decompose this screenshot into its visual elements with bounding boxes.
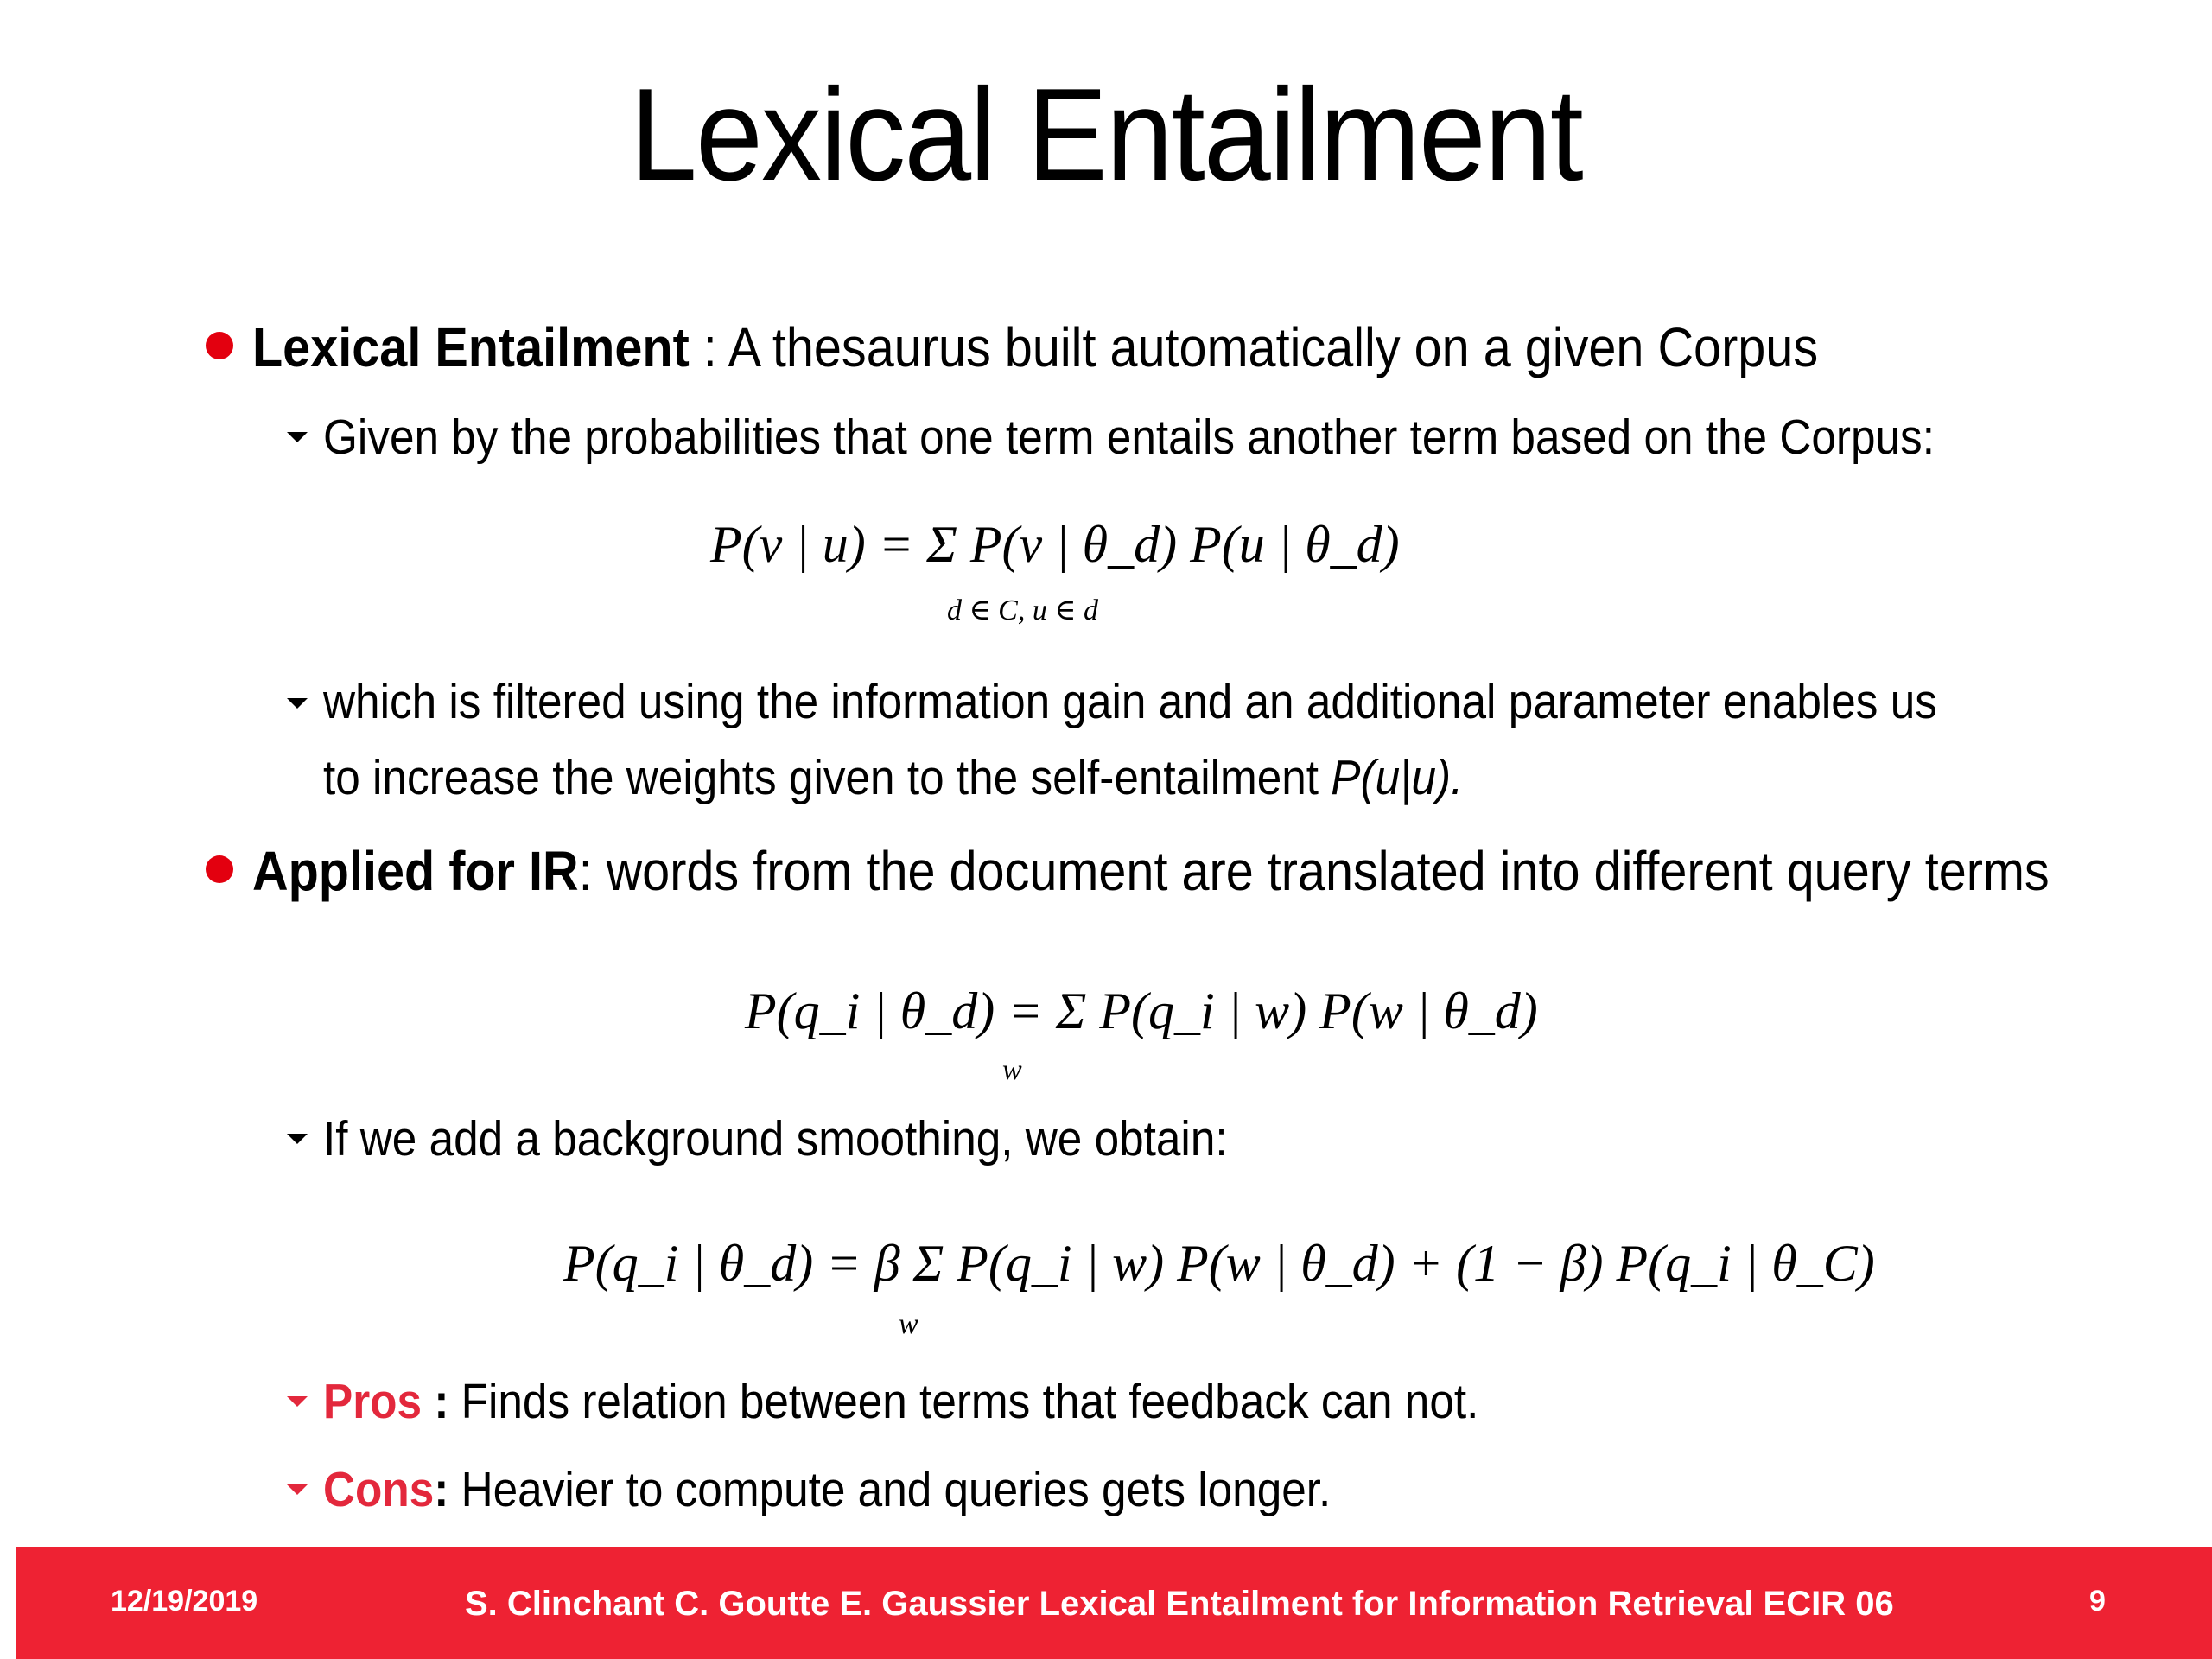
- formula-sum-index: d ∈ C, u ∈ d: [947, 594, 1099, 626]
- cons-text: Heavier to compute and queries gets longer.: [461, 1462, 1332, 1517]
- footer-bar: [16, 1547, 2212, 1659]
- bullet-term: Lexical Entailment: [252, 316, 690, 378]
- footer-date: 12/19/2019: [111, 1585, 258, 1618]
- arrow-down-icon: [287, 698, 308, 709]
- formula-entailment-probability: P(v | u) = Σ P(v | θ_d) P(u | θ_d): [710, 516, 1400, 573]
- bullet-dot-icon: [206, 332, 233, 359]
- formula-translation-model: P(q_i | θ_d) = Σ P(q_i | w) P(w | θ_d): [745, 982, 1538, 1039]
- pros-label: Pros: [323, 1374, 423, 1429]
- pros-text: Finds relation between terms that feedback can not.: [461, 1374, 1479, 1429]
- sub-bullet-smoothing: If we add a background smoothing, we obtain:: [323, 1111, 1228, 1166]
- arrow-down-icon: [287, 432, 308, 442]
- bullet-lexical-entailment: [252, 316, 1992, 378]
- self-entailment-term: P(u|u).: [1331, 750, 1464, 805]
- formula-sum-index: w: [1002, 1054, 1022, 1086]
- cons-label: Cons: [323, 1462, 435, 1517]
- arrow-down-icon: [287, 1484, 308, 1495]
- page-number: 9: [2089, 1585, 2106, 1618]
- bullet-term: Applied for IR: [252, 840, 579, 902]
- pros-line: Pros : Finds relation between terms that feedback can not.: [323, 1374, 1479, 1429]
- arrow-down-icon: [287, 1396, 308, 1407]
- bullet-text: : A thesaurus built automatically on a given Corpus: [689, 316, 1819, 378]
- sub-bullet-filtered: which is filtered using the information gain and an additional parameter enables us: [323, 674, 1937, 729]
- bullet-text: : words from the document are translated into different query terms: [578, 840, 2050, 902]
- sub-bullet-filtered-cont: to increase the weights given to the self-entailment P(u|u).: [323, 750, 1464, 805]
- footer-credit: S. Clinchant C. Goutte E. Gaussier Lexical Entailment for Information Retrieval ECIR 06: [465, 1585, 1894, 1623]
- arrow-down-icon: [287, 1134, 308, 1144]
- cons-line: Cons: Heavier to compute and queries gets longer.: [323, 1462, 1332, 1517]
- bullet-dot-icon: [206, 855, 233, 883]
- formula-sum-index: w: [899, 1308, 918, 1340]
- slide-title: Lexical Entailment: [630, 61, 1582, 208]
- formula-smoothed-model: P(q_i | θ_d) = β Σ P(q_i | w) P(w | θ_d) + (1 − β) P(q_i | θ_C): [563, 1235, 1875, 1292]
- bullet-applied-for-ir: [252, 840, 2212, 902]
- sub-bullet-given-by: Given by the probabilities that one term entails another term based on the Corpus:: [323, 410, 1935, 465]
